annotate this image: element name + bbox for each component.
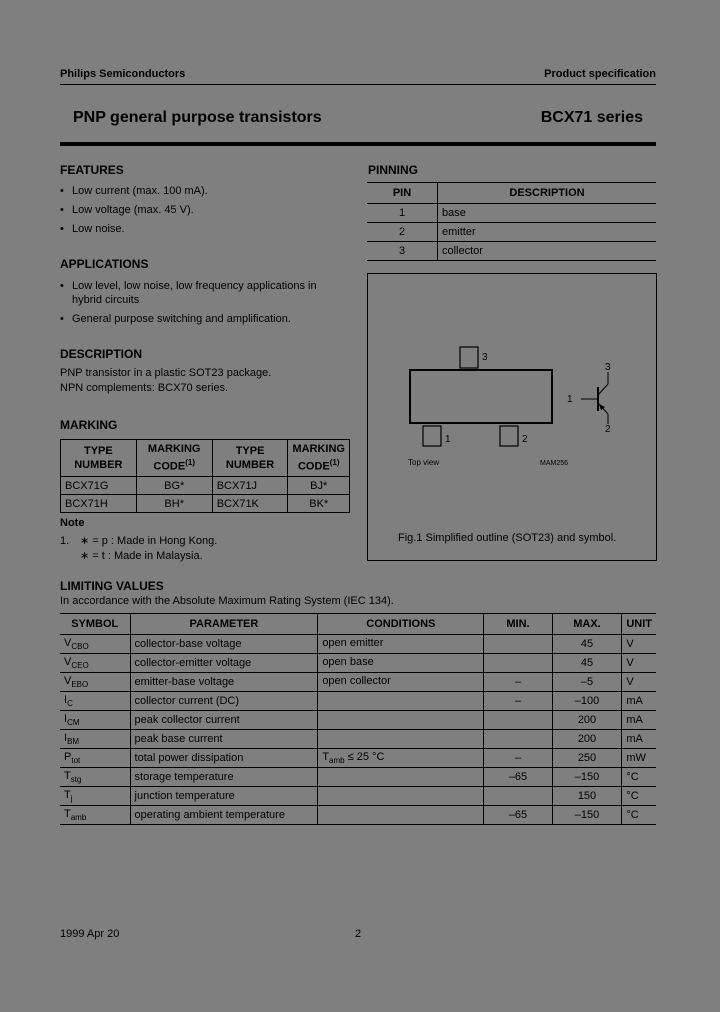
max-cell: –150	[552, 806, 622, 825]
table-row: BCX71G BG* BCX71J BJ*	[61, 477, 350, 495]
col-max: MAX.	[552, 614, 622, 635]
header-rule	[60, 84, 656, 85]
parameter-cell: collector-base voltage	[130, 635, 318, 654]
description-heading: DESCRIPTION	[60, 347, 143, 361]
marking-col-code-2: MARKING CODE$^{(1)}$	[288, 440, 350, 477]
parameter-cell: collector-emitter voltage	[130, 654, 318, 673]
max-cell: 200	[552, 711, 622, 730]
table-row: 1 base	[367, 204, 656, 223]
description-text	[60, 366, 271, 396]
marking-col-code: MARKING CODE$^{(1)}$	[136, 440, 212, 477]
table-row	[60, 806, 656, 825]
list-item: • Low current (max. 100 mA).	[60, 184, 350, 198]
parameter-cell: total power dissipation	[130, 749, 318, 768]
limiting-values-table	[60, 613, 656, 825]
pinning-heading: PINNING	[368, 163, 419, 177]
sot23-outline-figure	[368, 274, 656, 560]
parameter-cell: peak collector current	[130, 711, 318, 730]
table-row	[60, 787, 656, 806]
symbol-cell: $T_{stg}$	[60, 768, 130, 787]
table-row: 3 collector	[367, 242, 656, 261]
desc-col-header: DESCRIPTION	[438, 183, 657, 204]
pnp-symbol	[581, 372, 608, 424]
top-view-label: Top view	[408, 458, 440, 467]
page-number: 2	[355, 928, 362, 940]
symbol-cell: $P_{tot}$	[60, 749, 130, 768]
max-cell: –5	[552, 673, 622, 692]
package-body	[410, 370, 552, 423]
min-cell	[484, 711, 552, 730]
conditions-cell	[318, 806, 484, 825]
note-text	[80, 534, 217, 564]
pin-col-header: PIN	[367, 183, 438, 204]
lead-3	[460, 347, 478, 368]
company-name: Philips Semiconductors	[60, 68, 186, 80]
min-cell: –65	[484, 806, 552, 825]
max-cell: –100	[552, 692, 622, 711]
features-heading: FEATURES	[60, 163, 124, 177]
table-row	[60, 673, 656, 692]
unit-cell: V	[622, 673, 656, 692]
max-cell: –150	[552, 768, 622, 787]
symbol-cell: $I_{CM}$	[60, 711, 130, 730]
limiting-subtitle: In accordance with the Absolute Maximum Rating System (IEC 134).	[60, 595, 394, 607]
conditions-cell: open base	[318, 654, 484, 673]
note-line: ∗ = t : Made in Malaysia.	[80, 550, 203, 562]
list-item: • Low noise.	[60, 222, 350, 236]
table-row: 2 emitter	[367, 223, 656, 242]
page-title: PNP general purpose transistors	[73, 109, 322, 126]
marking-col-type-2: TYPE NUMBER	[212, 440, 288, 477]
marking-heading: MARKING	[60, 418, 118, 432]
conditions-cell	[318, 787, 484, 806]
conditions-cell	[318, 768, 484, 787]
max-cell: 45	[552, 635, 622, 654]
description-line: NPN complements: BCX70 series.	[60, 382, 229, 394]
max-cell: 45	[552, 654, 622, 673]
min-cell: –	[484, 673, 552, 692]
symbol-cell: $I_{BM}$	[60, 730, 130, 749]
lead-1-label: 1	[445, 434, 451, 445]
symbol-pin-1-label: 1	[567, 394, 573, 405]
symbol-pin-2-label: 2	[605, 424, 611, 435]
col-unit: UNIT	[622, 614, 656, 635]
title-rule	[60, 142, 656, 146]
max-cell: 250	[552, 749, 622, 768]
max-cell: 150	[552, 787, 622, 806]
max-cell: 200	[552, 730, 622, 749]
parameter-cell: peak base current	[130, 730, 318, 749]
unit-cell: mA	[622, 711, 656, 730]
symbol-collector-line	[598, 384, 608, 395]
parameter-cell: junction temperature	[130, 787, 318, 806]
table-row	[60, 692, 656, 711]
table-row: BCX71H BH* BCX71K BK*	[61, 495, 350, 513]
applications-heading: APPLICATIONS	[60, 257, 149, 271]
lead-2	[500, 426, 518, 446]
lead-3-label: 3	[482, 352, 488, 363]
marking-table	[60, 439, 350, 513]
min-cell: –65	[484, 768, 552, 787]
applications-list	[60, 279, 340, 331]
limiting-values-body	[60, 635, 656, 825]
note-number: 1.	[60, 535, 70, 547]
doc-type: Product specification	[544, 68, 656, 80]
unit-cell: V	[622, 635, 656, 654]
figure-box	[367, 273, 657, 561]
list-item: • General purpose switching and amplification.	[60, 312, 340, 326]
symbol-cell: $V_{CEO}$	[60, 654, 130, 673]
min-cell: –	[484, 692, 552, 711]
note-heading: Note	[60, 517, 85, 529]
list-item: • Low voltage (max. 45 V).	[60, 203, 350, 217]
min-cell	[484, 730, 552, 749]
series-title: BCX71 series	[540, 109, 643, 126]
limiting-heading: LIMITING VALUES	[60, 579, 164, 593]
lead-2-label: 2	[522, 434, 528, 445]
figure-caption: Fig.1 Simplified outline (SOT23) and symbol.	[398, 532, 617, 544]
conditions-cell	[318, 711, 484, 730]
symbol-cell: $T_{amb}$	[60, 806, 130, 825]
note-line: ∗ = p : Made in Hong Kong.	[80, 535, 218, 547]
conditions-cell: open collector	[318, 673, 484, 692]
symbol-pin-3-label: 3	[605, 362, 611, 373]
min-cell	[484, 787, 552, 806]
unit-cell: V	[622, 654, 656, 673]
unit-cell: mA	[622, 730, 656, 749]
unit-cell: mW	[622, 749, 656, 768]
col-conditions: CONDITIONS	[318, 614, 484, 635]
unit-cell: °C	[622, 806, 656, 825]
unit-cell: °C	[622, 787, 656, 806]
table-row	[60, 730, 656, 749]
marking-col-type: TYPE NUMBER	[61, 440, 137, 477]
col-parameter: PARAMETER	[130, 614, 318, 635]
conditions-cell: open emitter	[318, 635, 484, 654]
col-symbol: SYMBOL	[60, 614, 130, 635]
min-cell	[484, 635, 552, 654]
table-row	[60, 749, 656, 768]
footer-date: 1999 Apr 20	[60, 928, 120, 940]
pinning-table	[367, 182, 656, 261]
conditions-cell	[318, 692, 484, 711]
table-row	[60, 711, 656, 730]
parameter-cell: operating ambient temperature	[130, 806, 318, 825]
min-cell	[484, 654, 552, 673]
unit-cell: °C	[622, 768, 656, 787]
col-min: MIN.	[484, 614, 552, 635]
features-list	[60, 184, 350, 241]
symbol-cell: $V_{CBO}$	[60, 635, 130, 654]
parameter-cell: storage temperature	[130, 768, 318, 787]
symbol-cell: $T_j$	[60, 787, 130, 806]
min-cell: –	[484, 749, 552, 768]
parameter-cell: emitter-base voltage	[130, 673, 318, 692]
list-item: • Low level, low noise, low frequency applications in hybrid circuits	[60, 279, 340, 307]
lead-1	[423, 426, 441, 446]
figure-code: MAM256	[540, 460, 569, 467]
conditions-cell: $T_{amb} \le 25$ °C	[318, 749, 484, 768]
symbol-cell: $V_{EBO}$	[60, 673, 130, 692]
parameter-cell: collector current (DC)	[130, 692, 318, 711]
symbol-cell: $I_C$	[60, 692, 130, 711]
conditions-cell	[318, 730, 484, 749]
unit-cell: mA	[622, 692, 656, 711]
description-line: PNP transistor in a plastic SOT23 package.	[60, 367, 272, 379]
table-row	[60, 635, 656, 654]
table-row	[60, 768, 656, 787]
table-row	[60, 654, 656, 673]
